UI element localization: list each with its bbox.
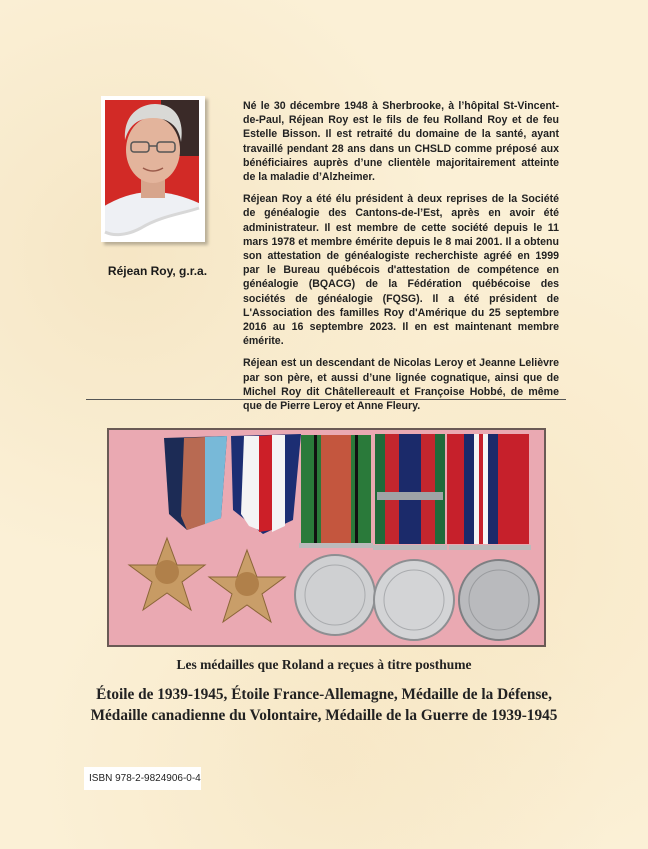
bio-paragraph: Né le 30 décembre 1948 à Sherbrooke, à l’hôpital St-Vincent-de-Paul, Réjean Roy est le fils de feu Rolland Roy et de feu Estelle Bisson. Il est retraité du domaine de la santé, ayant travaillé pendant 28 ans dans un CHSLD comme préposé aux bénéficiaires auprès d’une clientèle majoritairement atteinte de la maladie d’Alzheimer. [243,100,559,184]
medals-caption-title: Les médailles que Roland a reçues à titre posthume [176,657,472,672]
ribbon-cvsm [375,434,445,544]
author-biography [243,99,559,421]
bio-paragraph: Réjean Roy a été élu président à deux reprises de la Société de généalogie des Cantons-de-l’Est, après en avoir été administrateur. Il est membre de cette société depuis le 11 mars 1978 et membre émérite depuis le 8 mai 2001. Il a obtenu son attestation de généalogiste recherchiste agréé en 1999 par le Bureau québécois d'attestation de compétence en généalogie (BQACG) de la Fédération québécoise des sociétés de généalogie (FQSG). Il a été président de L'Association des familles Roy d'Amérique du 25 septembre 2016 au 16 septembre 2023. Il en est maintenant membre émérite. [243,193,559,348]
medals-list-line: Médaille canadienne du Volontaire, Médaille de la Guerre de 1939-1945 [90,707,558,724]
author-portrait [101,96,205,242]
medals-illustration [109,430,544,645]
horizontal-rule [86,399,566,400]
medals-photo [107,428,546,647]
bio-paragraph: Réjean est un descendant de Nicolas Leroy et Jeanne Lelièvre par son père, et aussi d’une lignée cognatique, ainsi que de Michel Roy dit Châtellereault et Françoise Hobbé, de même que de Pierre Leroy et Anne Fleury. [243,357,559,413]
author-name-caption: Réjean Roy, g.r.a. [107,264,208,278]
ribbon-defence-medal [301,435,371,543]
ribbon-1939-45-star [164,436,227,530]
medals-list-line: Étoile de 1939-1945, Étoile France-Allemagne, Médaille de la Défense, [96,686,552,703]
portrait-image [101,96,205,242]
ribbon-war-medal [447,434,529,544]
medals-list [60,684,588,726]
isbn-label: ISBN 978-2-9824906-0-4 [84,767,201,790]
